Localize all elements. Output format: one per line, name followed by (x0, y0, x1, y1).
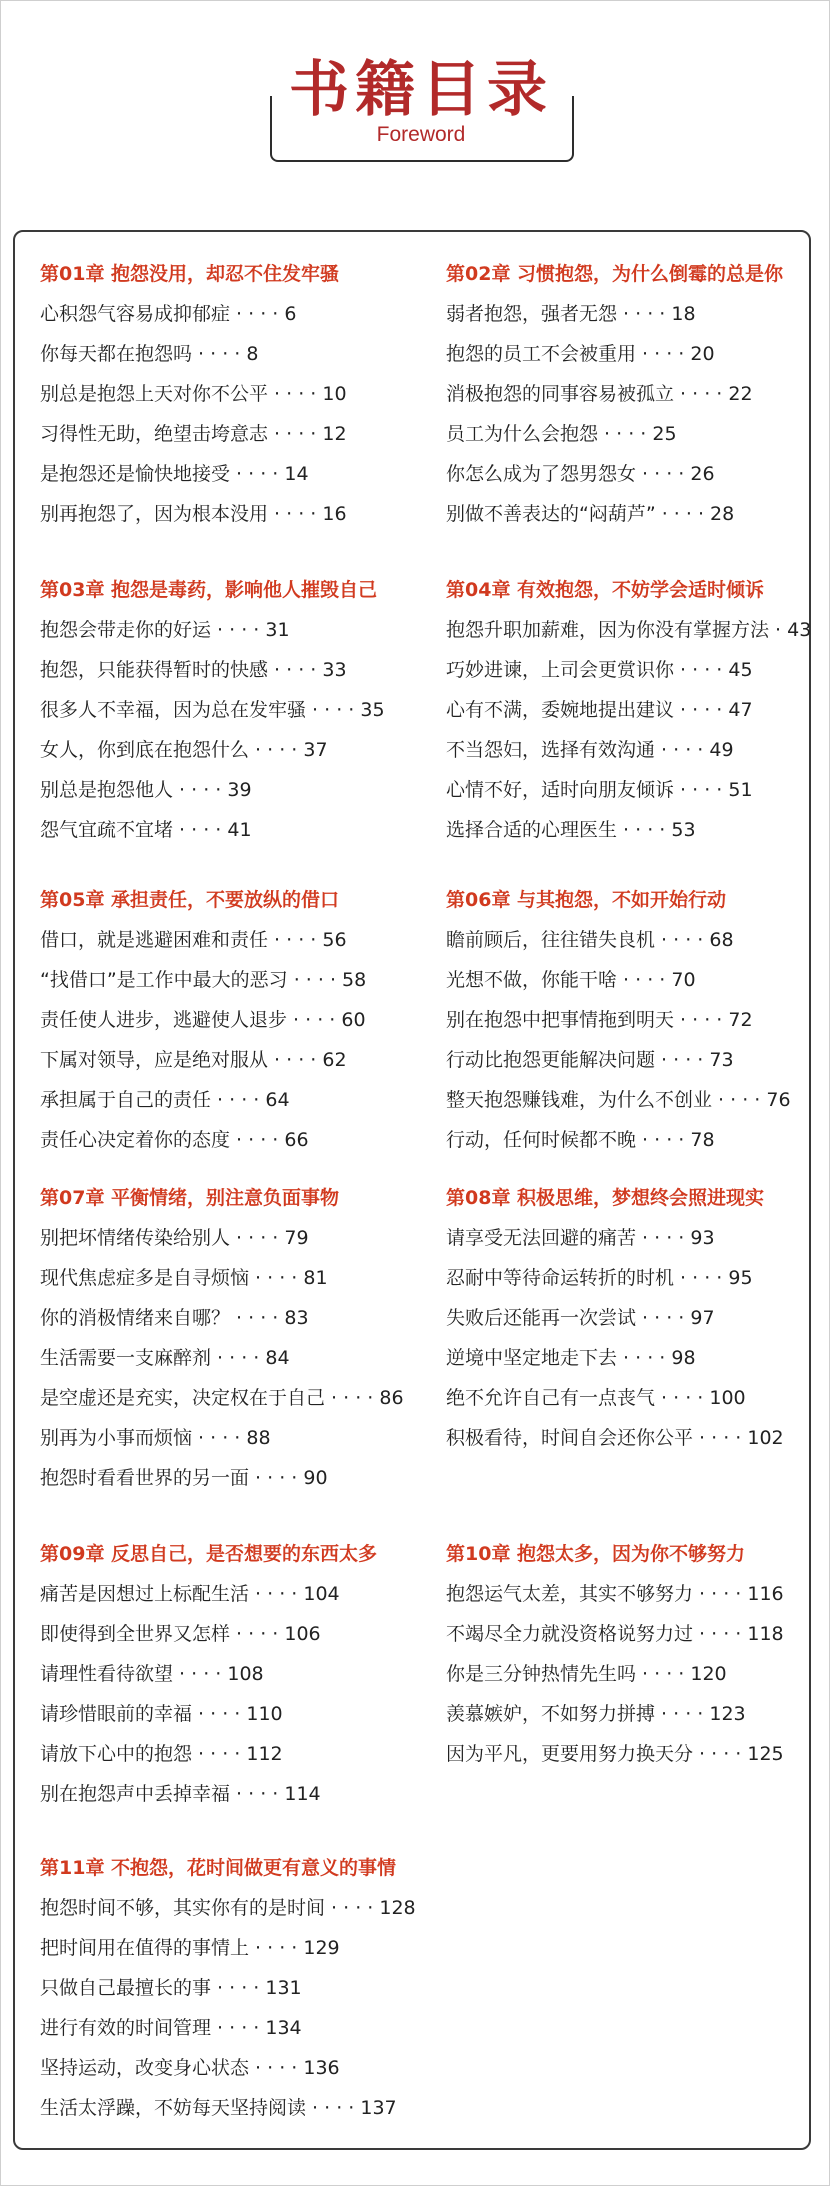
chapter-section (40, 888, 425, 1168)
toc-entry[interactable]: 承担属于自己的责任 · · · · 64 (40, 1089, 290, 1111)
toc-entry[interactable]: 你怎么成为了怨男怨女 · · · · 26 (446, 463, 715, 485)
chapter-section (40, 578, 425, 858)
chapter-title[interactable]: 第03章 抱怨是毒药，影响他人摧毁自己 (40, 579, 378, 601)
toc-entry[interactable]: 行动比抱怨更能解决问题 · · · · 73 (446, 1049, 734, 1071)
chapter-title[interactable]: 第06章 与其抱怨，不如开始行动 (446, 889, 727, 911)
toc-entry[interactable]: 很多人不幸福，因为总在发牢骚 · · · · 35 (40, 699, 385, 721)
chapter-title[interactable]: 第04章 有效抱怨，不妨学会适时倾诉 (446, 579, 765, 601)
toc-entry[interactable]: 员工为什么会抱怨 · · · · 25 (446, 423, 677, 445)
header (270, 56, 572, 162)
toc-entry[interactable]: 生活太浮躁，不妨每天坚持阅读 · · · · 137 (40, 2097, 397, 2119)
toc-entry[interactable]: 别再为小事而烦恼 · · · · 88 (40, 1427, 271, 1449)
toc-entry[interactable]: 责任心决定着你的态度 · · · · 66 (40, 1129, 309, 1151)
toc-entry[interactable]: 别在抱怨中把事情拖到明天 · · · · 72 (446, 1009, 753, 1031)
toc-entry[interactable]: 只做自己最擅长的事 · · · · 131 (40, 1977, 302, 1999)
toc-entry[interactable]: 别做不善表达的“闷葫芦” · · · · 28 (446, 503, 735, 525)
toc-entry[interactable]: 不竭尽全力就没资格说努力过 · · · · 118 (446, 1623, 784, 1645)
toc-entry[interactable]: 别把坏情绪传染给别人 · · · · 79 (40, 1227, 309, 1249)
chapter-section (446, 1542, 830, 1782)
toc-entry[interactable]: 进行有效的时间管理 · · · · 134 (40, 2017, 302, 2039)
toc-entry[interactable]: 忍耐中等待命运转折的时机 · · · · 95 (446, 1267, 753, 1289)
chapter-title[interactable]: 第07章 平衡情绪，别注意负面事物 (40, 1187, 340, 1209)
toc-entry[interactable]: 习得性无助，绝望击垮意志 · · · · 12 (40, 423, 347, 445)
toc-entry[interactable]: “找借口”是工作中最大的恶习 · · · · 58 (40, 969, 367, 991)
toc-entry[interactable]: 即使得到全世界又怎样 · · · · 106 (40, 1623, 321, 1645)
toc-entry[interactable]: 抱怨运气太差，其实不够努力 · · · · 116 (446, 1583, 784, 1605)
toc-entry[interactable]: 请享受无法回避的痛苦 · · · · 93 (446, 1227, 715, 1249)
chapter-section (446, 262, 830, 542)
chapter-title[interactable]: 第01章 抱怨没用，却忍不住发牢骚 (40, 263, 340, 285)
chapter-title[interactable]: 第02章 习惯抱怨，为什么倒霉的总是你 (446, 263, 784, 285)
toc-entry[interactable]: 心情不好，适时向朋友倾诉 · · · · 51 (446, 779, 753, 801)
page-title: 书籍目录 (289, 55, 553, 125)
toc-entry[interactable]: 你的消极情绪来自哪？ · · · · 83 (40, 1307, 309, 1329)
toc-entry[interactable]: 别在抱怨声中丢掉幸福 · · · · 114 (40, 1783, 321, 1805)
toc-entry[interactable]: 积极看待，时间自会还你公平 · · · · 102 (446, 1427, 784, 1449)
toc-entry[interactable]: 坚持运动，改变身心状态 · · · · 136 (40, 2057, 340, 2079)
toc-entry[interactable]: 请理性看待欲望 · · · · 108 (40, 1663, 264, 1685)
toc-entry[interactable]: 逆境中坚定地走下去 · · · · 98 (446, 1347, 696, 1369)
chapter-title[interactable]: 第09章 反思自己，是否想要的东西太多 (40, 1543, 378, 1565)
chapter-section (40, 1186, 425, 1506)
toc-entry[interactable]: 请珍惜眼前的幸福 · · · · 110 (40, 1703, 283, 1725)
chapter-title[interactable]: 第05章 承担责任，不要放纵的借口 (40, 889, 340, 911)
chapter-title[interactable]: 第10章 抱怨太多，因为你不够努力 (446, 1543, 746, 1565)
chapter-section (40, 1856, 425, 2136)
toc-entry[interactable]: 因为平凡，更要用努力换天分 · · · · 125 (446, 1743, 784, 1765)
toc-entry[interactable]: 行动，任何时候都不晚 · · · · 78 (446, 1129, 715, 1151)
toc-entry[interactable]: 别总是抱怨他人 · · · · 39 (40, 779, 252, 801)
toc-entry[interactable]: 选择合适的心理医生 · · · · 53 (446, 819, 696, 841)
toc-entry[interactable]: 现代焦虑症多是自寻烦恼 · · · · 81 (40, 1267, 328, 1289)
toc-entry[interactable]: 请放下心中的抱怨 · · · · 112 (40, 1743, 283, 1765)
toc-entry[interactable]: 你是三分钟热情先生吗 · · · · 120 (446, 1663, 727, 1685)
toc-entry[interactable]: 弱者抱怨，强者无怨 · · · · 18 (446, 303, 696, 325)
toc-entry[interactable]: 整天抱怨赚钱难，为什么不创业 · · · · 76 (446, 1089, 791, 1111)
toc-entry[interactable]: 羡慕嫉妒，不如努力拼搏 · · · · 123 (446, 1703, 746, 1725)
chapter-section (446, 1186, 830, 1466)
toc-entry[interactable]: 把时间用在值得的事情上 · · · · 129 (40, 1937, 340, 1959)
toc-entry[interactable]: 是抱怨还是愉快地接受 · · · · 14 (40, 463, 309, 485)
toc-entry[interactable]: 下属对领导，应是绝对服从 · · · · 62 (40, 1049, 347, 1071)
toc-entry[interactable]: 抱怨升职加薪难，因为你没有掌握方法 · 43 (446, 619, 812, 641)
toc-entry[interactable]: 消极抱怨的同事容易被孤立 · · · · 22 (446, 383, 753, 405)
toc-entry[interactable]: 生活需要一支麻醉剂 · · · · 84 (40, 1347, 290, 1369)
toc-entry[interactable]: 绝不允许自己有一点丧气 · · · · 100 (446, 1387, 746, 1409)
chapter-section (446, 888, 830, 1168)
toc-entry[interactable]: 抱怨时看看世界的另一面 · · · · 90 (40, 1467, 328, 1489)
toc-entry[interactable]: 抱怨会带走你的好运 · · · · 31 (40, 619, 290, 641)
toc-entry[interactable]: 怨气宜疏不宜堵 · · · · 41 (40, 819, 252, 841)
toc-entry[interactable]: 心有不满，委婉地提出建议 · · · · 47 (446, 699, 753, 721)
toc-entry[interactable]: 别再抱怨了，因为根本没用 · · · · 16 (40, 503, 347, 525)
chapter-section (40, 1542, 425, 1822)
toc-entry[interactable]: 光想不做，你能干啥 · · · · 70 (446, 969, 696, 991)
chapter-section (446, 578, 830, 858)
toc-entry[interactable]: 失败后还能再一次尝试 · · · · 97 (446, 1307, 715, 1329)
toc-entry[interactable]: 是空虚还是充实，决定权在于自己 · · · · 86 (40, 1387, 404, 1409)
toc-entry[interactable]: 不当怨妇，选择有效沟通 · · · · 49 (446, 739, 734, 761)
toc-entry[interactable]: 痛苦是因想过上标配生活 · · · · 104 (40, 1583, 340, 1605)
toc-entry[interactable]: 抱怨的员工不会被重用 · · · · 20 (446, 343, 715, 365)
toc-entry[interactable]: 女人，你到底在抱怨什么 · · · · 37 (40, 739, 328, 761)
toc-entry[interactable]: 瞻前顾后，往往错失良机 · · · · 68 (446, 929, 734, 951)
toc-entry[interactable]: 别总是抱怨上天对你不公平 · · · · 10 (40, 383, 347, 405)
toc-entry[interactable]: 巧妙进谏，上司会更赏识你 · · · · 45 (446, 659, 753, 681)
page-subtitle: Foreword (376, 123, 466, 146)
toc-entry[interactable]: 抱怨，只能获得暂时的快感 · · · · 33 (40, 659, 347, 681)
toc-entry[interactable]: 抱怨时间不够，其实你有的是时间 · · · · 128 (40, 1897, 416, 1919)
chapter-title[interactable]: 第11章 不抱怨，花时间做更有意义的事情 (40, 1857, 397, 1879)
chapter-section (40, 262, 425, 542)
toc-entry[interactable]: 心积怨气容易成抑郁症 · · · · 6 (40, 303, 297, 325)
toc-entry[interactable]: 你每天都在抱怨吗 · · · · 8 (40, 343, 259, 365)
toc-entry[interactable]: 责任使人进步，逃避使人退步 · · · · 60 (40, 1009, 366, 1031)
toc-entry[interactable]: 借口，就是逃避困难和责任 · · · · 56 (40, 929, 347, 951)
chapter-title[interactable]: 第08章 积极思维，梦想终会照进现实 (446, 1187, 765, 1209)
